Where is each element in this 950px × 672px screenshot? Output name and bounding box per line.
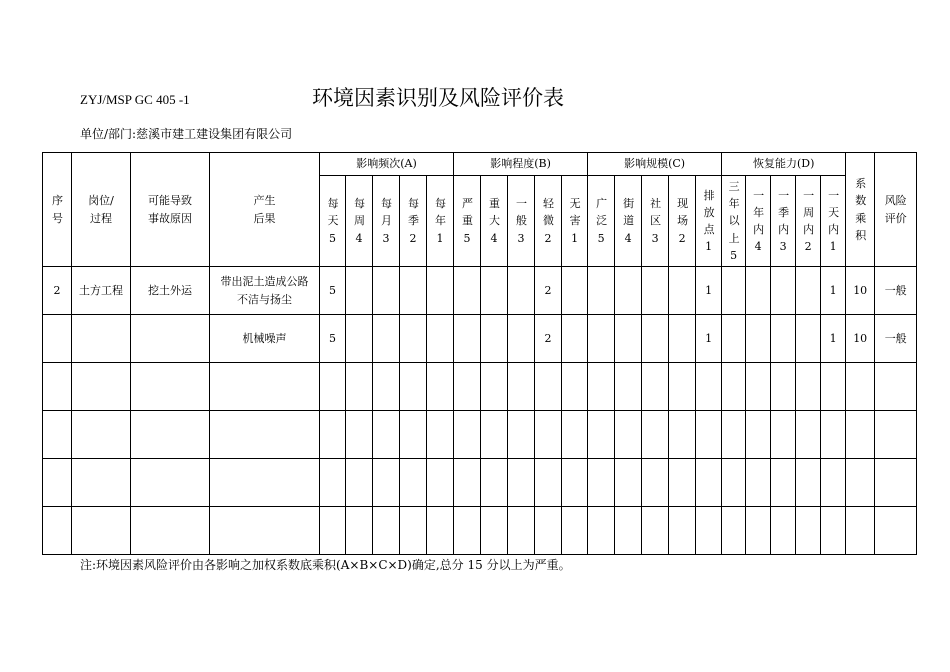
header-freq-level-4: 每季2 bbox=[400, 176, 427, 267]
cell-seq: 2 bbox=[43, 267, 72, 315]
cell-score bbox=[746, 459, 771, 507]
cell-score bbox=[508, 411, 535, 459]
cell-cause: 挖土外运 bbox=[131, 267, 210, 315]
cell-score bbox=[346, 315, 373, 363]
cell-coef bbox=[846, 411, 875, 459]
cell-score bbox=[481, 363, 508, 411]
cell-score bbox=[481, 507, 508, 555]
cell-risk bbox=[875, 411, 917, 459]
header-recovery-level-4: 一周内2 bbox=[796, 176, 821, 267]
cell-score bbox=[400, 411, 427, 459]
cell-score bbox=[771, 459, 796, 507]
page-title: 环境因素识别及风险评价表 bbox=[312, 86, 564, 110]
cell-score bbox=[535, 459, 562, 507]
header-scale-level-5: 排放点1 bbox=[696, 176, 722, 267]
cell-score bbox=[615, 507, 642, 555]
header-degree-level-1: 严重5 bbox=[454, 176, 481, 267]
cell-score bbox=[669, 315, 696, 363]
cell-score bbox=[696, 507, 722, 555]
cell-score bbox=[588, 507, 615, 555]
cell-result bbox=[210, 363, 320, 411]
cell-coef bbox=[846, 363, 875, 411]
cell-score bbox=[346, 411, 373, 459]
cell-score bbox=[796, 267, 821, 315]
cell-score bbox=[796, 315, 821, 363]
header-group-scale: 影响规模(C) bbox=[588, 153, 722, 176]
cell-score bbox=[696, 459, 722, 507]
cell-score bbox=[722, 363, 746, 411]
cell-score bbox=[427, 267, 454, 315]
cell-cause bbox=[131, 411, 210, 459]
cell-post bbox=[72, 507, 131, 555]
cell-score bbox=[615, 459, 642, 507]
table-row bbox=[43, 507, 917, 555]
cell-score bbox=[722, 315, 746, 363]
header-freq-level-3: 每月3 bbox=[373, 176, 400, 267]
cell-score bbox=[508, 363, 535, 411]
cell-score bbox=[696, 363, 722, 411]
risk-table bbox=[42, 152, 917, 555]
cell-score bbox=[746, 507, 771, 555]
cell-post bbox=[72, 315, 131, 363]
cell-score bbox=[454, 411, 481, 459]
cell-score bbox=[615, 267, 642, 315]
header-group-freq: 影响频次(A) bbox=[320, 153, 454, 176]
cell-score bbox=[615, 315, 642, 363]
cell-score bbox=[588, 363, 615, 411]
cell-score bbox=[771, 507, 796, 555]
cell-post: 土方工程 bbox=[72, 267, 131, 315]
cell-result bbox=[210, 459, 320, 507]
cell-score bbox=[562, 315, 588, 363]
header-group-recovery: 恢复能力(D) bbox=[722, 153, 846, 176]
cell-score bbox=[771, 315, 796, 363]
cell-score bbox=[588, 459, 615, 507]
cell-score bbox=[771, 363, 796, 411]
cell-score bbox=[746, 267, 771, 315]
cell-score bbox=[346, 459, 373, 507]
header-coef: 系数乘积 bbox=[846, 153, 875, 267]
header-freq-level-1: 每天5 bbox=[320, 176, 346, 267]
cell-score bbox=[320, 411, 346, 459]
header-group-degree: 影响程度(B) bbox=[454, 153, 588, 176]
cell-score bbox=[746, 315, 771, 363]
table-row bbox=[43, 411, 917, 459]
header-degree-level-5: 无害1 bbox=[562, 176, 588, 267]
cell-score bbox=[400, 315, 427, 363]
cell-score: 5 bbox=[320, 267, 346, 315]
cell-result bbox=[210, 411, 320, 459]
cell-coef bbox=[846, 507, 875, 555]
cell-score bbox=[642, 267, 669, 315]
cell-seq bbox=[43, 315, 72, 363]
header-scale-level-3: 社区3 bbox=[642, 176, 669, 267]
unit-line: 单位/部门:慈溪市建工建设集团有限公司 bbox=[80, 127, 293, 141]
cell-score: 2 bbox=[535, 267, 562, 315]
cell-seq bbox=[43, 363, 72, 411]
header-post: 岗位/过程 bbox=[72, 153, 131, 267]
cell-score bbox=[642, 459, 669, 507]
cell-score bbox=[373, 411, 400, 459]
cell-score bbox=[481, 267, 508, 315]
cell-score bbox=[427, 411, 454, 459]
cell-score bbox=[796, 411, 821, 459]
cell-score bbox=[346, 507, 373, 555]
cell-risk bbox=[875, 507, 917, 555]
cell-result bbox=[210, 507, 320, 555]
cell-score bbox=[771, 267, 796, 315]
cell-score bbox=[454, 459, 481, 507]
cell-score bbox=[771, 411, 796, 459]
cell-score bbox=[400, 507, 427, 555]
table-row bbox=[43, 315, 917, 363]
cell-score bbox=[722, 459, 746, 507]
cell-score bbox=[427, 363, 454, 411]
cell-score bbox=[508, 459, 535, 507]
header-degree-level-3: 一般3 bbox=[508, 176, 535, 267]
cell-score bbox=[746, 411, 771, 459]
cell-score bbox=[346, 363, 373, 411]
cell-coef: 10 bbox=[846, 315, 875, 363]
cell-score bbox=[562, 267, 588, 315]
cell-score bbox=[615, 411, 642, 459]
cell-score: 1 bbox=[696, 267, 722, 315]
cell-score bbox=[320, 459, 346, 507]
cell-score bbox=[427, 507, 454, 555]
cell-score bbox=[588, 315, 615, 363]
cell-score bbox=[400, 459, 427, 507]
cell-score: 2 bbox=[535, 315, 562, 363]
header-recovery-level-3: 一季内3 bbox=[771, 176, 796, 267]
cell-score bbox=[508, 315, 535, 363]
cell-score bbox=[508, 267, 535, 315]
header-scale-level-1: 广泛5 bbox=[588, 176, 615, 267]
cell-score bbox=[722, 411, 746, 459]
header-result: 产生后果 bbox=[210, 153, 320, 267]
cell-score bbox=[722, 507, 746, 555]
cell-risk bbox=[875, 459, 917, 507]
cell-score bbox=[669, 363, 696, 411]
header-cause: 可能导致事故原因 bbox=[131, 153, 210, 267]
cell-score bbox=[320, 507, 346, 555]
cell-score bbox=[821, 507, 846, 555]
cell-score bbox=[481, 459, 508, 507]
cell-score bbox=[400, 267, 427, 315]
cell-score: 5 bbox=[320, 315, 346, 363]
cell-score bbox=[562, 411, 588, 459]
document-code: ZYJ/MSP GC 405 -1 bbox=[80, 92, 190, 107]
cell-score bbox=[615, 363, 642, 411]
cell-score: 1 bbox=[821, 315, 846, 363]
cell-score bbox=[346, 267, 373, 315]
header-row-groups bbox=[43, 153, 917, 176]
cell-cause bbox=[131, 507, 210, 555]
cell-score bbox=[454, 363, 481, 411]
cell-score bbox=[642, 315, 669, 363]
cell-score bbox=[821, 411, 846, 459]
cell-coef: 10 bbox=[846, 267, 875, 315]
cell-post bbox=[72, 459, 131, 507]
cell-risk bbox=[875, 363, 917, 411]
cell-score bbox=[796, 363, 821, 411]
cell-coef bbox=[846, 459, 875, 507]
cell-seq bbox=[43, 411, 72, 459]
cell-score bbox=[669, 267, 696, 315]
cell-seq bbox=[43, 507, 72, 555]
header-recovery-level-5: 一天内1 bbox=[821, 176, 846, 267]
cell-score bbox=[746, 363, 771, 411]
cell-score: 1 bbox=[696, 315, 722, 363]
cell-result: 机械噪声 bbox=[210, 315, 320, 363]
cell-score: 1 bbox=[821, 267, 846, 315]
table-row bbox=[43, 363, 917, 411]
cell-score bbox=[373, 459, 400, 507]
cell-score bbox=[427, 315, 454, 363]
cell-score bbox=[562, 459, 588, 507]
footnote: 注:环境因素风险评价由各影响之加权系数底乘积(A×B×C×D)确定,总分 15 分以上为严重。 bbox=[80, 558, 571, 572]
cell-score bbox=[481, 411, 508, 459]
cell-score bbox=[796, 507, 821, 555]
cell-score bbox=[481, 315, 508, 363]
header-scale-level-2: 街道4 bbox=[615, 176, 642, 267]
cell-risk: 一般 bbox=[875, 267, 917, 315]
cell-score bbox=[400, 363, 427, 411]
cell-score bbox=[373, 507, 400, 555]
header-degree-level-4: 轻微2 bbox=[535, 176, 562, 267]
cell-post bbox=[72, 411, 131, 459]
header-seq: 序号 bbox=[43, 153, 72, 267]
cell-risk: 一般 bbox=[875, 315, 917, 363]
cell-score bbox=[696, 411, 722, 459]
cell-score bbox=[454, 267, 481, 315]
cell-score bbox=[454, 315, 481, 363]
cell-score bbox=[796, 459, 821, 507]
cell-score bbox=[562, 363, 588, 411]
header-scale-level-4: 现场2 bbox=[669, 176, 696, 267]
header-freq-level-2: 每周4 bbox=[346, 176, 373, 267]
cell-score bbox=[373, 315, 400, 363]
cell-score bbox=[722, 267, 746, 315]
cell-score bbox=[454, 507, 481, 555]
cell-score bbox=[642, 411, 669, 459]
cell-cause bbox=[131, 459, 210, 507]
cell-score bbox=[669, 459, 696, 507]
cell-score bbox=[821, 363, 846, 411]
cell-score bbox=[373, 267, 400, 315]
table-row bbox=[43, 267, 917, 315]
cell-score bbox=[535, 363, 562, 411]
cell-score bbox=[642, 363, 669, 411]
cell-seq bbox=[43, 459, 72, 507]
cell-score bbox=[535, 507, 562, 555]
header-freq-level-5: 每年1 bbox=[427, 176, 454, 267]
header-recovery-level-1: 三年以上5 bbox=[722, 176, 746, 267]
cell-score bbox=[373, 363, 400, 411]
header-risk: 风险评价 bbox=[875, 153, 917, 267]
cell-result: 带出泥土造成公路不洁与扬尘 bbox=[210, 267, 320, 315]
cell-score bbox=[562, 507, 588, 555]
cell-score bbox=[427, 459, 454, 507]
cell-post bbox=[72, 363, 131, 411]
cell-score bbox=[588, 411, 615, 459]
cell-score bbox=[669, 507, 696, 555]
cell-score bbox=[320, 363, 346, 411]
header-recovery-level-2: 一年内4 bbox=[746, 176, 771, 267]
cell-score bbox=[535, 411, 562, 459]
cell-score bbox=[508, 507, 535, 555]
cell-cause bbox=[131, 363, 210, 411]
cell-cause bbox=[131, 315, 210, 363]
header-degree-level-2: 重大4 bbox=[481, 176, 508, 267]
cell-score bbox=[642, 507, 669, 555]
table-row bbox=[43, 459, 917, 507]
cell-score bbox=[669, 411, 696, 459]
cell-score bbox=[588, 267, 615, 315]
cell-score bbox=[821, 459, 846, 507]
